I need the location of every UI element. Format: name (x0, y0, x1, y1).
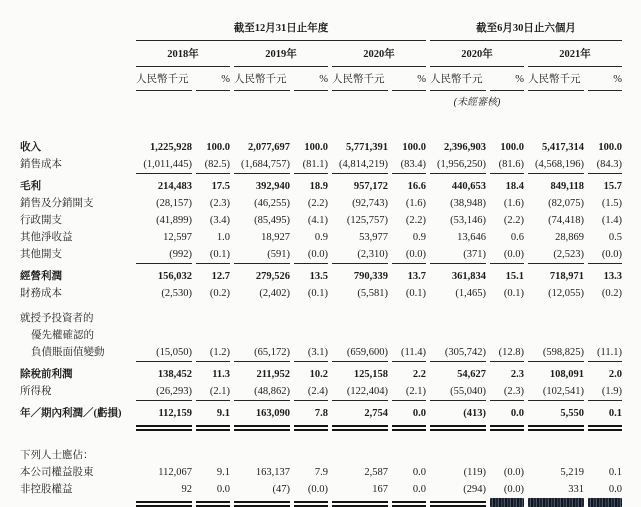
cell-amount: 1,225,928 (150, 142, 192, 153)
cell-percent: (1.6) (503, 198, 524, 209)
cell-amount: 5,417,314 (542, 142, 584, 153)
cell-amount: (28,157) (156, 198, 192, 209)
cell-percent: (1.9) (601, 386, 622, 397)
table-body (20, 111, 622, 507)
row-label: 除稅前利潤 (20, 369, 73, 380)
unit-label-percent: % (196, 67, 230, 91)
cell-percent: (1.6) (405, 198, 426, 209)
cell-amount (136, 327, 192, 344)
cell-percent: 0.0 (412, 408, 426, 419)
cell-amount: (47) (272, 484, 290, 495)
cell-percent: (1.5) (601, 198, 622, 209)
spacer-row (20, 431, 622, 447)
cell-amount: (48,862) (254, 386, 290, 397)
cell-percent: 7.8 (314, 408, 328, 419)
cell-percent: 100.0 (598, 142, 622, 153)
cell-percent (588, 447, 622, 464)
spacer-cell (20, 498, 132, 507)
cell-amount: 2,587 (364, 467, 388, 478)
cell-percent: 100.0 (402, 142, 426, 153)
cell-amount (234, 327, 290, 344)
spacer-cell (20, 41, 132, 67)
table-row (20, 285, 622, 302)
spacer-cell (20, 422, 132, 431)
cell-amount: 331 (568, 484, 584, 495)
cell-percent: 18.4 (505, 181, 524, 192)
cell-percent (588, 327, 622, 344)
cell-amount: 392,940 (255, 181, 290, 192)
income-statement (16, 14, 626, 507)
unit-label-amount: 人民幣千元 (136, 67, 192, 91)
total-double-line (136, 422, 192, 431)
cell-amount (136, 310, 192, 327)
unit-label-percent: % (490, 67, 524, 91)
unit-label-amount: 人民幣千元 (430, 67, 486, 91)
cell-percent: 13.7 (407, 271, 426, 282)
cell-amount: (38,948) (450, 198, 486, 209)
unaudited-note-row (20, 91, 622, 111)
cell-percent: (81.6) (498, 159, 524, 170)
table-row (20, 139, 622, 156)
row-label: 銷售及分銷開支 (20, 198, 94, 209)
cell-amount: (12,055) (548, 288, 584, 299)
unit-label-amount: 人民幣千元 (332, 67, 388, 91)
cell-percent: (83.4) (400, 159, 426, 170)
cell-amount: (371) (463, 249, 486, 260)
cell-amount: (1,465) (455, 288, 486, 299)
year-header-2020-interim: 2020年 (430, 41, 524, 67)
cell-amount: (1,956,250) (437, 159, 486, 170)
cell-percent: (2.2) (503, 215, 524, 226)
cell-amount: (591) (267, 249, 290, 260)
cell-percent: (2.2) (307, 198, 328, 209)
cell-percent: 0.6 (510, 232, 524, 243)
cell-amount: 214,483 (157, 181, 192, 192)
cell-amount: (46,255) (254, 198, 290, 209)
cell-amount: (2,523) (553, 249, 584, 260)
table-row (20, 229, 622, 246)
total-double-line (294, 422, 328, 431)
row-label: 就授予投資者的 (20, 313, 94, 324)
financial-statement-table (16, 14, 626, 507)
period-group-row (20, 14, 622, 41)
row-label: 負債賬面值變動 (31, 347, 105, 358)
cell-amount: 125,158 (353, 369, 388, 380)
cell-percent: 13.5 (309, 271, 328, 282)
cell-percent: 2.3 (510, 369, 524, 380)
unit-header-row (20, 67, 622, 91)
cell-amount: (4,814,219) (339, 159, 388, 170)
watermark-overlay (528, 498, 584, 507)
spacer-row (20, 111, 622, 139)
cell-percent: (2.1) (405, 386, 426, 397)
total-double-line (136, 498, 192, 507)
row-label: 下列人士應佔： (20, 450, 94, 461)
spacer-cell (136, 91, 426, 111)
total-double-line (528, 422, 584, 431)
cell-amount: 2,754 (364, 408, 388, 419)
cell-percent: (2.3) (209, 198, 230, 209)
cell-percent: 15.7 (603, 181, 622, 192)
total-double-line (392, 498, 426, 507)
cell-percent: (2.3) (503, 386, 524, 397)
table-row (20, 481, 622, 498)
row-label: 經營利潤 (20, 271, 62, 282)
cell-percent: 0.9 (412, 232, 426, 243)
cell-amount: 211,952 (256, 369, 290, 380)
total-double-line (430, 422, 486, 431)
unit-label-percent: % (294, 67, 328, 91)
cell-amount (430, 327, 486, 344)
cell-amount: (26,293) (156, 386, 192, 397)
year-header-2019: 2019年 (234, 41, 328, 67)
cell-amount: (41,899) (156, 215, 192, 226)
cell-amount (430, 447, 486, 464)
cell-amount (332, 447, 388, 464)
cell-amount: 28,869 (555, 232, 584, 243)
cell-percent: (0.0) (503, 249, 524, 260)
cell-amount: 5,219 (560, 467, 584, 478)
cell-percent: 0.0 (510, 408, 524, 419)
cell-amount: 5,771,391 (346, 142, 388, 153)
table-row (20, 195, 622, 212)
cell-amount (136, 447, 192, 464)
cell-amount: 790,339 (353, 271, 388, 282)
period-group-annual: 截至12月31日止年度 (136, 14, 426, 41)
table-row (20, 156, 622, 173)
cell-amount: 163,090 (255, 408, 290, 419)
cell-amount: 718,971 (549, 271, 584, 282)
watermark-overlay (588, 498, 622, 507)
cell-percent: 11.3 (212, 369, 230, 380)
cell-amount: (15,050) (156, 347, 192, 358)
row-label: 年／期內利潤／(虧損) (20, 408, 122, 419)
cell-amount: (305,742) (444, 347, 486, 358)
cell-amount: 2,396,903 (444, 142, 486, 153)
table-row (20, 383, 622, 400)
cell-percent: 100.0 (500, 142, 524, 153)
row-label: 銷售成本 (20, 159, 62, 170)
cell-percent (490, 310, 524, 327)
cell-percent: (12.8) (498, 347, 524, 358)
cell-percent: (4.1) (307, 215, 328, 226)
spacer-cell (20, 431, 622, 447)
table-row (20, 268, 622, 285)
cell-percent: (2.2) (405, 215, 426, 226)
table-row (20, 310, 622, 327)
cell-percent: 100.0 (304, 142, 328, 153)
table-row (20, 246, 622, 263)
cell-percent (294, 327, 328, 344)
cell-percent: (0.2) (601, 288, 622, 299)
row-label: 非控股權益 (20, 484, 73, 495)
cell-percent: 0.9 (314, 232, 328, 243)
cell-percent: (81.1) (302, 159, 328, 170)
cell-amount: 138,452 (157, 369, 192, 380)
table-row (20, 178, 622, 195)
cell-amount: (4,568,196) (535, 159, 584, 170)
cell-amount (528, 310, 584, 327)
total-double-line (196, 422, 230, 431)
table-row (20, 344, 622, 361)
cell-amount (332, 327, 388, 344)
cell-percent (196, 327, 230, 344)
unit-label-amount: 人民幣千元 (528, 67, 584, 91)
cell-amount: 13,646 (457, 232, 486, 243)
cell-percent: 0.0 (412, 484, 426, 495)
cell-percent (392, 310, 426, 327)
total-double-line (234, 422, 290, 431)
year-header-2021-interim: 2021年 (528, 41, 622, 67)
cell-amount: 5,550 (560, 408, 584, 419)
cell-amount: (125,757) (346, 215, 388, 226)
row-label: 所得稅 (20, 386, 52, 397)
cell-amount: 12,597 (163, 232, 192, 243)
cell-amount: (2,402) (259, 288, 290, 299)
row-label: 優先權確認的 (31, 330, 94, 341)
cell-percent: 2.2 (412, 369, 426, 380)
cell-amount: 53,977 (359, 232, 388, 243)
cell-amount: (1,684,757) (241, 159, 290, 170)
cell-percent: (3.1) (307, 347, 328, 358)
cell-percent: (11.1) (597, 347, 622, 358)
row-label: 行政開支 (20, 215, 62, 226)
spacer-cell (20, 111, 622, 139)
total-double-line (392, 422, 426, 431)
cell-amount: 440,653 (451, 181, 486, 192)
cell-percent: (0.0) (307, 249, 328, 260)
cell-amount: 112,159 (158, 408, 192, 419)
cell-percent: (0.1) (405, 288, 426, 299)
cell-amount: 18,927 (261, 232, 290, 243)
cell-percent (196, 310, 230, 327)
cell-amount (234, 310, 290, 327)
cell-percent: 15.1 (505, 271, 524, 282)
cell-percent: 9.1 (216, 408, 230, 419)
row-label: 其他淨收益 (20, 232, 73, 243)
unaudited-note: (未經審核) (453, 97, 501, 108)
cell-percent: 0.0 (608, 484, 622, 495)
cell-percent: 0.0 (216, 484, 230, 495)
cell-percent (392, 447, 426, 464)
cell-amount: (82,075) (548, 198, 584, 209)
cell-amount: (55,040) (450, 386, 486, 397)
cell-percent: (2.1) (209, 386, 230, 397)
cell-amount: (992) (169, 249, 192, 260)
cell-amount: 163,137 (255, 467, 290, 478)
cell-percent: (0.0) (405, 249, 426, 260)
rule-row (20, 498, 622, 507)
cell-percent: 0.5 (608, 232, 622, 243)
table-row (20, 366, 622, 383)
cell-amount: (53,146) (450, 215, 486, 226)
cell-amount: 849,118 (550, 181, 584, 192)
cell-percent: 0.1 (608, 408, 622, 419)
cell-amount: (294) (463, 484, 486, 495)
cell-percent: (84.3) (596, 159, 622, 170)
cell-percent: 2.0 (608, 369, 622, 380)
table-row (20, 464, 622, 481)
cell-amount: 957,172 (353, 181, 388, 192)
rule-row (20, 422, 622, 431)
total-double-line (332, 422, 388, 431)
cell-percent: (1.4) (601, 215, 622, 226)
cell-percent: 18.9 (309, 181, 328, 192)
cell-amount: 54,627 (457, 369, 486, 380)
cell-percent (294, 447, 328, 464)
cell-percent (490, 327, 524, 344)
row-label: 收入 (20, 142, 41, 153)
cell-percent: (0.2) (209, 288, 230, 299)
cell-percent: 0.0 (412, 467, 426, 478)
cell-percent: (2.4) (307, 386, 328, 397)
cell-percent: (1.2) (209, 347, 230, 358)
cell-amount: 2,077,697 (248, 142, 290, 153)
cell-percent: (0.1) (209, 249, 230, 260)
cell-amount (332, 310, 388, 327)
cell-amount (430, 310, 486, 327)
cell-percent (490, 447, 524, 464)
cell-amount (234, 447, 290, 464)
cell-percent: (0.0) (503, 467, 524, 478)
cell-percent (196, 447, 230, 464)
cell-percent: 7.9 (314, 467, 328, 478)
cell-percent: (0.0) (601, 249, 622, 260)
cell-amount: (2,530) (161, 288, 192, 299)
cell-amount: 167 (372, 484, 388, 495)
cell-amount: (74,418) (548, 215, 584, 226)
cell-percent: (0.1) (503, 288, 524, 299)
cell-percent (392, 327, 426, 344)
cell-amount (528, 447, 584, 464)
period-group-interim: 截至6月30日止六個月 (430, 14, 622, 41)
cell-amount: (102,541) (542, 386, 584, 397)
cell-amount: (2,310) (357, 249, 388, 260)
spacer-row (20, 302, 622, 310)
cell-amount: (598,825) (542, 347, 584, 358)
spacer-cell (20, 67, 132, 91)
table-row (20, 212, 622, 229)
cell-percent: (3.4) (209, 215, 230, 226)
total-double-line (332, 498, 388, 507)
cell-percent: 0.1 (608, 467, 622, 478)
year-header-row (20, 41, 622, 67)
total-double-line (196, 498, 230, 507)
unit-label-amount: 人民幣千元 (234, 67, 290, 91)
cell-percent: (11.4) (401, 347, 426, 358)
row-label: 其他開支 (20, 249, 62, 260)
row-label: 財務成本 (20, 288, 62, 299)
cell-percent: (82.5) (204, 159, 230, 170)
unit-label-percent: % (588, 67, 622, 91)
cell-percent: 17.5 (211, 181, 230, 192)
cell-percent: 1.0 (216, 232, 230, 243)
cell-amount (528, 327, 584, 344)
spacer-cell (20, 91, 132, 111)
cell-amount: 361,834 (451, 271, 486, 282)
row-label: 本公司權益股東 (20, 467, 94, 478)
spacer-cell (528, 91, 622, 111)
cell-percent: (0.1) (307, 288, 328, 299)
cell-percent: 12.7 (211, 271, 230, 282)
cell-percent: (0.0) (503, 484, 524, 495)
cell-amount: (5,581) (357, 288, 388, 299)
table-row (20, 447, 622, 464)
cell-percent: 16.6 (407, 181, 426, 192)
year-header-2018: 2018年 (136, 41, 230, 67)
cell-amount: (92,743) (352, 198, 388, 209)
cell-amount: 112,067 (158, 467, 192, 478)
total-double-line (234, 498, 290, 507)
corner-cell (20, 14, 132, 41)
table-row (20, 405, 622, 422)
cell-amount: (122,404) (346, 386, 388, 397)
unit-label-percent: % (392, 67, 426, 91)
total-double-line (294, 498, 328, 507)
cell-percent: 9.1 (216, 467, 230, 478)
total-double-line (430, 498, 486, 507)
cell-amount: (85,495) (254, 215, 290, 226)
spacer-cell (20, 302, 622, 310)
cell-percent: 13.3 (603, 271, 622, 282)
cell-amount: 279,526 (255, 271, 290, 282)
year-header-2020: 2020年 (332, 41, 426, 67)
table-row (20, 327, 622, 344)
watermark-overlay (490, 498, 524, 507)
cell-percent: 10.2 (309, 369, 328, 380)
cell-amount: (119) (463, 467, 486, 478)
cell-amount: (413) (463, 408, 486, 419)
cell-percent (294, 310, 328, 327)
cell-amount: 156,032 (157, 271, 192, 282)
total-double-line (490, 422, 524, 431)
total-double-line (588, 422, 622, 431)
cell-amount: 92 (181, 484, 192, 495)
cell-percent (588, 310, 622, 327)
cell-amount: (65,172) (254, 347, 290, 358)
cell-amount: 108,091 (549, 369, 584, 380)
row-label: 毛利 (20, 181, 41, 192)
cell-percent: (0.0) (307, 484, 328, 495)
cell-amount: (1,011,445) (143, 159, 192, 170)
cell-percent: 100.0 (206, 142, 230, 153)
cell-amount: (659,600) (346, 347, 388, 358)
